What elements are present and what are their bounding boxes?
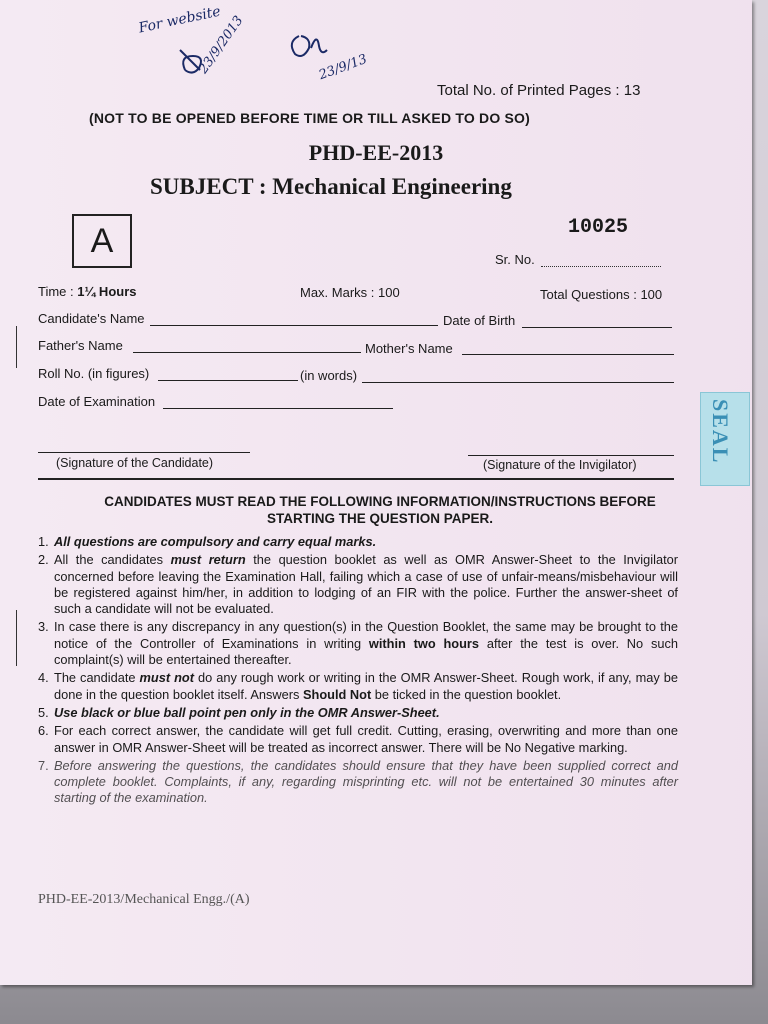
- handwritten-date-1: 23/9/2013: [196, 13, 247, 77]
- instruction-number: 2.: [38, 552, 49, 568]
- candidate-name-label: Candidate's Name: [38, 311, 145, 326]
- instruction-item: [38, 670, 678, 703]
- exam-code: PHD-EE-2013: [308, 140, 444, 165]
- instruction-item: [38, 552, 678, 617]
- instruction-item: [38, 723, 678, 756]
- instruction-item: [38, 758, 678, 807]
- emphasis: Should Not: [302, 686, 372, 702]
- text-part: All the candidates: [54, 552, 171, 568]
- sr-no-blank: [541, 266, 661, 267]
- instruction-item: [38, 534, 678, 550]
- roll-words-field[interactable]: [362, 382, 674, 383]
- footer-code: PHD-EE-2013/Mechanical Engg./(A): [38, 892, 250, 907]
- max-marks: Max. Marks : 100: [300, 285, 400, 300]
- text-part: after the test is over. No such complaint(s) will be entertained thereafter.: [54, 635, 678, 668]
- instruction-number: 6.: [38, 723, 49, 739]
- emphasis: must not: [139, 670, 195, 686]
- seal-sticker: [700, 392, 750, 486]
- text-part: The candidate: [54, 670, 140, 686]
- instruction-number: 1.: [38, 534, 49, 549]
- text-part: the question booklet as well as OMR Answer-Sheet to the Invigilator concerned before leaving the Examination Hall, failing which a case of use of unfair-means/misbehaviour will be registered against him/her, in addition to lodging of an FIR with the police. Further the answer-sheet of such a candidate will not be evaluated.: [54, 552, 679, 617]
- sr-no-field: [495, 252, 661, 267]
- total-questions: Total Questions : 100: [540, 287, 663, 302]
- exam-date-field[interactable]: [163, 408, 393, 409]
- instructions-heading: [40, 493, 720, 527]
- seal-text: SEAL: [708, 399, 733, 465]
- subject-title: SUBJECT : Mechanical Engineering: [150, 174, 512, 199]
- father-name-field[interactable]: [133, 352, 361, 353]
- dob-field[interactable]: [522, 327, 672, 328]
- exam-date-label: Date of Examination: [38, 394, 156, 409]
- booklet-series-box: A: [72, 214, 132, 268]
- father-name-label: Father's Name: [38, 338, 123, 353]
- candidate-signature-field[interactable]: [38, 452, 250, 453]
- divider-rule: [38, 478, 674, 480]
- instructions-list: [38, 534, 678, 809]
- printed-pages: Total No. of Printed Pages : 13: [437, 82, 641, 99]
- text-part: In case there is any discrepancy in any question(s) in the Question Booklet, the same may be brought to the notice of the Controller of Examinations in writing: [54, 619, 678, 651]
- mother-name-label: Mother's Name: [365, 341, 453, 356]
- handwritten-note: For website: [137, 3, 223, 37]
- dob-label: Date of Birth: [443, 313, 516, 328]
- invigilator-signature-label: (Signature of the Invigilator): [483, 458, 637, 472]
- sr-no-label: Sr. No.: [495, 252, 535, 267]
- time-allowed: [38, 284, 137, 299]
- instructions-heading-line1: CANDIDATES MUST READ THE FOLLOWING INFORMATION/INSTRUCTIONS BEFORE: [104, 494, 656, 509]
- text-part: do any rough work or writing in the OMR Answer-Sheet. Rough work, if any, may be done in the question booklet itself. Answers: [54, 670, 679, 702]
- instruction-number: 4.: [38, 670, 49, 686]
- margin-mark: [16, 326, 17, 368]
- serial-number: 10025: [568, 216, 629, 239]
- mother-name-field[interactable]: [462, 354, 674, 355]
- roll-figures-field[interactable]: [158, 380, 298, 381]
- margin-mark: [16, 610, 17, 666]
- handwritten-date-2: 23/9/13: [316, 51, 370, 84]
- emphasis: within two hours: [368, 635, 480, 651]
- text-part: be ticked in the question booklet.: [371, 686, 562, 702]
- roll-words-label: (in words): [300, 368, 358, 383]
- instructions-heading-line2: STARTING THE QUESTION PAPER.: [266, 511, 493, 526]
- instruction-text: Use black or blue ball point pen only in the OMR Answer-Sheet.: [54, 704, 440, 720]
- candidate-name-field[interactable]: [150, 325, 438, 326]
- instruction-text: All questions are compulsory and carry equal marks.: [54, 534, 377, 549]
- emphasis: must return: [170, 552, 246, 568]
- time-label: Time :: [38, 284, 78, 299]
- instruction-item: [38, 619, 678, 668]
- instruction-text: [54, 670, 678, 703]
- instruction-number: 5.: [38, 704, 49, 720]
- instruction-item: [38, 705, 678, 721]
- instruction-text: [54, 552, 678, 617]
- time-value: 1¼ Hours: [77, 284, 137, 299]
- instruction-text: For each correct answer, the candidate will get full credit. Cutting, erasing, overwriting and more than one answer in OMR Answer-Sheet will be treated as incorrect answer. There will be No Negative marking.: [54, 723, 678, 755]
- not-to-be-opened-notice: (NOT TO BE OPENED BEFORE TIME OR TILL ASKED TO DO SO): [89, 110, 530, 126]
- instruction-number: 3.: [38, 619, 49, 635]
- instruction-text: Before answering the questions, the candidates should ensure that they have been supplied correct and complete booklet. Complaints, if any, regarding misprinting etc. will not be entertained 30 minutes after starting of the examination.: [54, 757, 678, 806]
- roll-figures-label: Roll No. (in figures): [38, 366, 150, 381]
- candidate-signature-label: (Signature of the Candidate): [56, 456, 214, 470]
- instruction-text: [54, 619, 678, 668]
- instruction-number: 7.: [38, 757, 49, 773]
- invigilator-signature-field[interactable]: [468, 455, 674, 456]
